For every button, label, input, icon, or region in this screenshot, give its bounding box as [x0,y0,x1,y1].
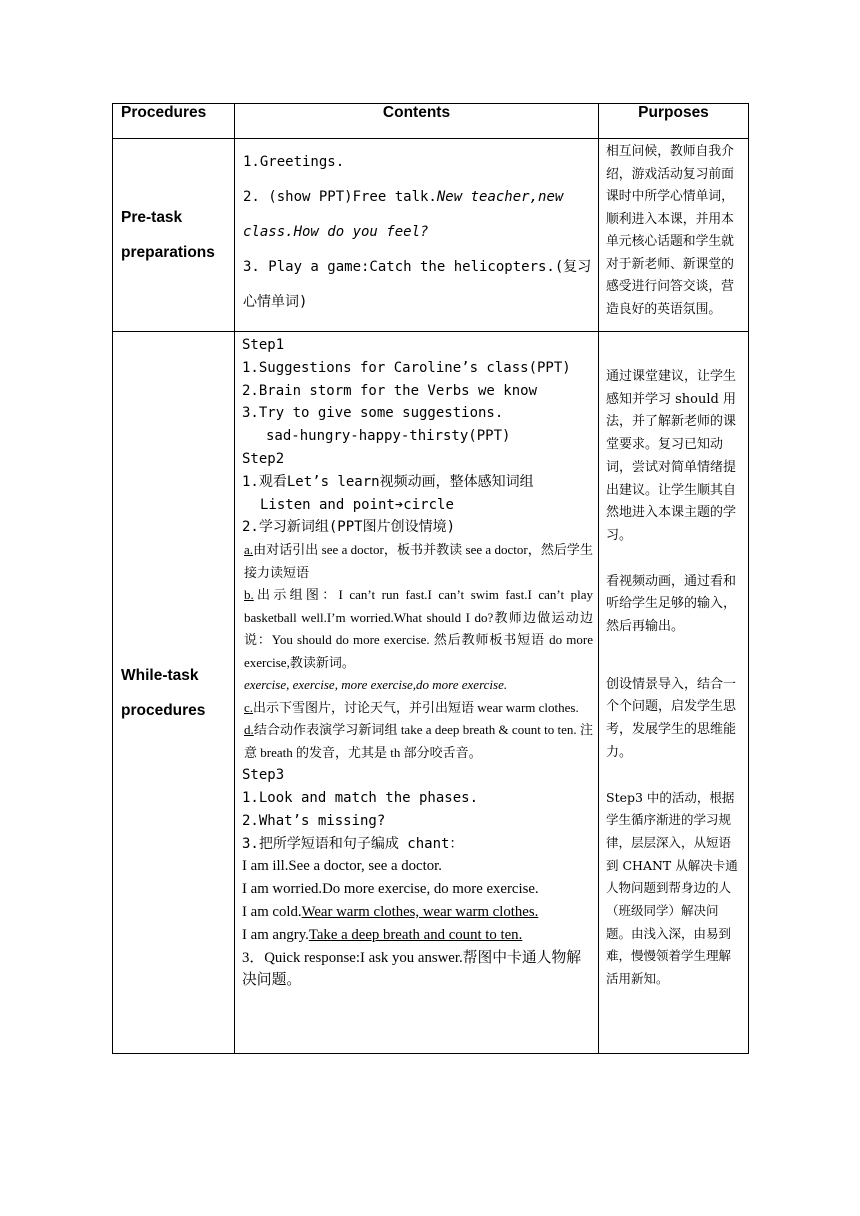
pre-task-row [113,139,749,332]
header-purposes: Purposes [599,104,749,139]
chant-line-4 [242,924,593,947]
step2-c [242,697,593,720]
step2-item1-sub [242,494,593,517]
d-label: d. [244,722,254,738]
step2-b-italic: exercise, exercise, more exercise,do more exercise. [244,677,508,693]
step3-item3: 3.把所学短语和句子编成 chant： [242,835,464,852]
while-task-procedure [113,332,235,1054]
a-text: 由对话引出 see a doctor，板书并教读 see a doctor，然后学生接力读短语 [244,542,593,580]
chant-line-3 [242,901,593,924]
step2-item2: 2.学习新词组(PPT图片创设情境) [242,519,456,536]
step1-item3-sub: sad-hungry-happy-thirsty(PPT) [266,428,511,445]
chant3-plain: I am cold. [242,903,302,920]
step2-b [242,584,593,674]
circle-text: circle [403,496,454,513]
header-contents: Contents [235,104,599,139]
quick-response: 3．Quick response:I ask you answer.帮图中卡通人物解决问题。 [242,949,582,989]
step3-item2: 2.What’s missing? [242,812,386,829]
step3-item1: 1.Look and match the phases. [242,789,479,806]
header-procedures: Procedures [113,104,235,139]
while-task-purpose [599,332,749,1054]
header-row [113,104,749,139]
chant4-plain: I am angry. [242,926,309,943]
purpose-step3: Step3 中的活动，根据学生循序渐进的学习规律，层层深入，从短语到 CHANT 从解决卡通人物问题到帮身边的人（班级同学）解决问题。由浅入深，由易到难，慢慢领着学生理解活用新知。 [606,789,738,987]
step1-item3: 3.Try to give some suggestions. [242,405,504,422]
step2-a [242,539,593,584]
c-label: c. [244,699,254,715]
chant-line-2: I am worried.Do more exercise, do more exercise. [242,881,539,898]
step3-title: Step3 [242,767,285,784]
pre-item-greetings: 1.Greetings. [243,154,345,170]
chant4-underlined: Take a deep breath and count to ten. [308,926,523,943]
step1-item2: 2.Brain storm for the Verbs we know [242,382,538,399]
chant-line-1: I am ill.See a doctor, see a doctor. [242,858,442,875]
b-label: b. [244,587,254,603]
chant3-underlined: Wear warm clothes, wear warm clothes. [301,903,539,920]
b-text: 出示组图：I can’t run fast.I can’t swim fast.I can’t play basketball well.I’m worried.What should I do?教师边做运动边说：You should do more exercise. 然后教师板书短语 do more exercise,教读新词。 [244,587,593,670]
listen-and-point: Listen and point [260,496,395,513]
step1-title: Step1 [242,337,285,353]
while-task-label: While-task [121,666,199,684]
while-task-contents [235,332,599,1054]
while-task-row [113,332,749,1054]
pre-item-game: 3. Play a game:Catch the helicopters.(复习心情单词) [243,259,592,310]
pre-item-free-talk [243,180,592,250]
lesson-plan-table [112,103,749,1054]
a-label: a. [244,542,254,558]
step2-d [242,719,593,764]
pre-task-contents [235,139,599,332]
purpose-step1: 通过课堂建议，让学生感知并学习 should 用法，并了解新老师的课堂要求。复习已知动词，尝试对简单情绪提出建议。让学生顺其自然地进入本课主题的学习。 [606,369,737,543]
c-text: 出示下雪图片，讨论天气，并引出短语 wear warm clothes. [253,699,579,715]
free-talk-question: New teacher,new class.How do you feel? [243,189,564,240]
step1-item1: 1.Suggestions for Caroline’s class(PPT) [242,359,571,376]
free-talk-text: 2. (show PPT)Free talk. [243,189,437,205]
purpose-scene: 创设情景导入，结合一个个问题，启发学生思考，发展学生的思维能力。 [606,676,737,760]
purpose-video: 看视频动画，通过看和听给学生足够的输入，然后再输出。 [606,573,737,635]
arrow-icon: ➔ [394,496,404,513]
pre-task-purpose: 相互问候，教师自我介绍，游戏活动复习前面课时中所学心情单词，顺利进入本课，并用本单元核心话题和学生就对于新老师、新课堂的感受进行问答交谈，营造良好的英语氛围。 [599,139,749,332]
preparations-label: preparations [121,244,215,261]
pre-task-procedure [113,139,235,332]
step2-item1: 1.观看Let’s learn视频动画，整体感知词组 [242,473,534,490]
step2-title: Step2 [242,450,285,467]
procedures-label: procedures [121,701,206,719]
pre-task-label: Pre-task [121,209,183,226]
d-text: 结合动作表演学习新词组 take a deep breath & count to ten. 注意 breath 的发音，尤其是 th 部分咬舌音。 [244,722,593,760]
